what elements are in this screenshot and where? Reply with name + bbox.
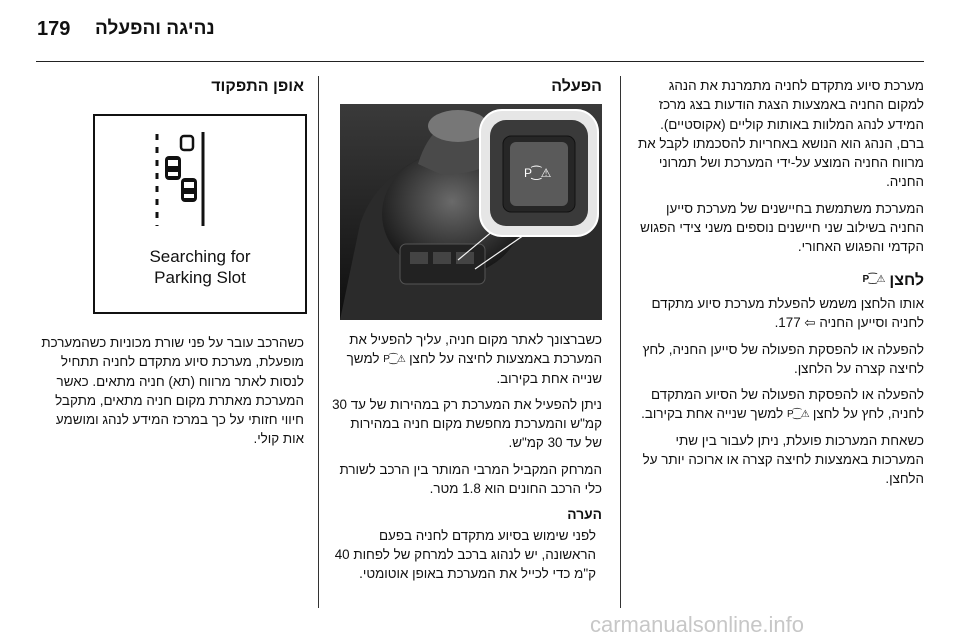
button-paragraph-1-text: אותו הלחצן משמש להפעלת מערכת סיוע מתקדם לחניה וסייען החניה xyxy=(651,295,924,331)
display-message xyxy=(95,246,305,288)
button-paragraph-3-end: למשך שנייה אחת בקירוב. xyxy=(641,406,787,422)
note-heading: הערה xyxy=(567,507,602,523)
page-reference-icon: 177 ⇦ xyxy=(778,315,816,331)
parking-assist-inline-icon: P⁐⚠ xyxy=(786,408,810,420)
button-paragraph-3 xyxy=(632,385,924,424)
activation-heading: הפעלה xyxy=(551,78,602,95)
display-message-line2: Parking Slot xyxy=(154,268,246,287)
page-number: 179 xyxy=(37,18,71,40)
function-text xyxy=(36,333,304,456)
intro-paragraph-2: המערכת משתמשת בחיישנים של מערכת סייען החניה בשילוב שני חיישנים נוספים משני צידי הפגוש הקדמי והפגוש האחורי. xyxy=(640,200,924,255)
speed-paragraph: ניתן להפעיל את המערכת רק במהירות של עד 30 קמ"ש והמערכת מחפשת מקום חניה במהירות של עד 30 קמ"ש. xyxy=(332,396,602,451)
button-heading-label: לחצן xyxy=(889,271,924,289)
middle-column-text xyxy=(330,330,602,591)
gear-console-illustration xyxy=(340,104,602,320)
distance-paragraph: המרחק המקביל המרבי המותר בין הרכב לשורת כלי הרכב החונים הוא 1.8 מטר. xyxy=(339,461,602,497)
activation-paragraph-1-text: כשברצונך לאתר מקום חניה, עליך להפעיל את המערכת באמצעות לחיצה על לחצן xyxy=(349,332,602,367)
button-paragraph-2: להפעלה או להפסקת הפעולה של סייען החניה, לחץ לחיצה קצרה על הלחצן. xyxy=(642,341,924,376)
gear-console-photo xyxy=(340,104,602,320)
button-heading xyxy=(632,271,924,290)
driver-info-display xyxy=(93,114,307,314)
parking-assist-button-label: P⁐⚠ xyxy=(524,166,551,180)
right-column xyxy=(632,76,924,496)
button-paragraph-1-end: . xyxy=(774,315,779,331)
note-text: לפני שימוש בסיוע מתקדם לחניה בפעם הראשונה, יש לנהוג ברכב למרחק של לפחות 40 ק"מ כדי לכייל את המערכת באופן אוטומטי. xyxy=(334,527,596,582)
button-paragraph-4: כשאחת המערכות פועלת, ניתן לעבור בין שתי המערכות באמצעות לחיצה קצרה או ארוכה יותר על הלחצן. xyxy=(642,432,924,487)
button-paragraph-1 xyxy=(632,294,924,333)
function-heading: אופן התפקוד xyxy=(211,78,304,95)
watermark: carmanualsonline.info xyxy=(590,612,805,637)
display-message-line1: Searching for xyxy=(149,247,251,266)
intro-paragraph-1: מערכת סיוע מתקדם לחניה מתמרנת את הנהג למקום החניה באמצעות הצגת הודעות בצג מרכז המידע לנהג המלוות באותות קוליים (אקוסטיים). ברם, הנהג הוא הנושא באחריות להסכמתו לקבל את מרווח החניה המוצע על-ידי המערכת ושל תמרוני החניה. xyxy=(637,78,924,190)
parking-assist-button-icon: P⁐⚠ xyxy=(862,274,885,286)
parking-scan-icon xyxy=(95,116,305,236)
function-paragraph: כשהרכב עובר על פני שורת מכוניות כשהמערכת מופעלת, מערכת סיוע מתקדם לחניה תתחיל לנסות לאתר מרווח (תא) חניה מתאים. כאשר המערכת מאתרת מקום חניה מתאים, מתקבל חיווי חזותי על כך במרכז המידע לנהג ומושמע אות קולי. xyxy=(41,335,304,447)
column-divider-left xyxy=(318,76,319,608)
activation-paragraph-1-end: למשך שנייה אחת בקירוב. xyxy=(346,351,602,386)
header-rule xyxy=(36,61,924,62)
button-paragraph-3-text: להפעלה או להפסקת הפעולה של הסיוע המתקדם לחניה, לחץ על לחצן xyxy=(650,387,924,422)
section-title: נהיגה והפעלה xyxy=(95,18,215,39)
activation-paragraph-1 xyxy=(330,330,602,388)
parking-assist-inline-icon-2: P⁐⚠ xyxy=(383,353,406,365)
column-divider-right xyxy=(620,76,621,608)
